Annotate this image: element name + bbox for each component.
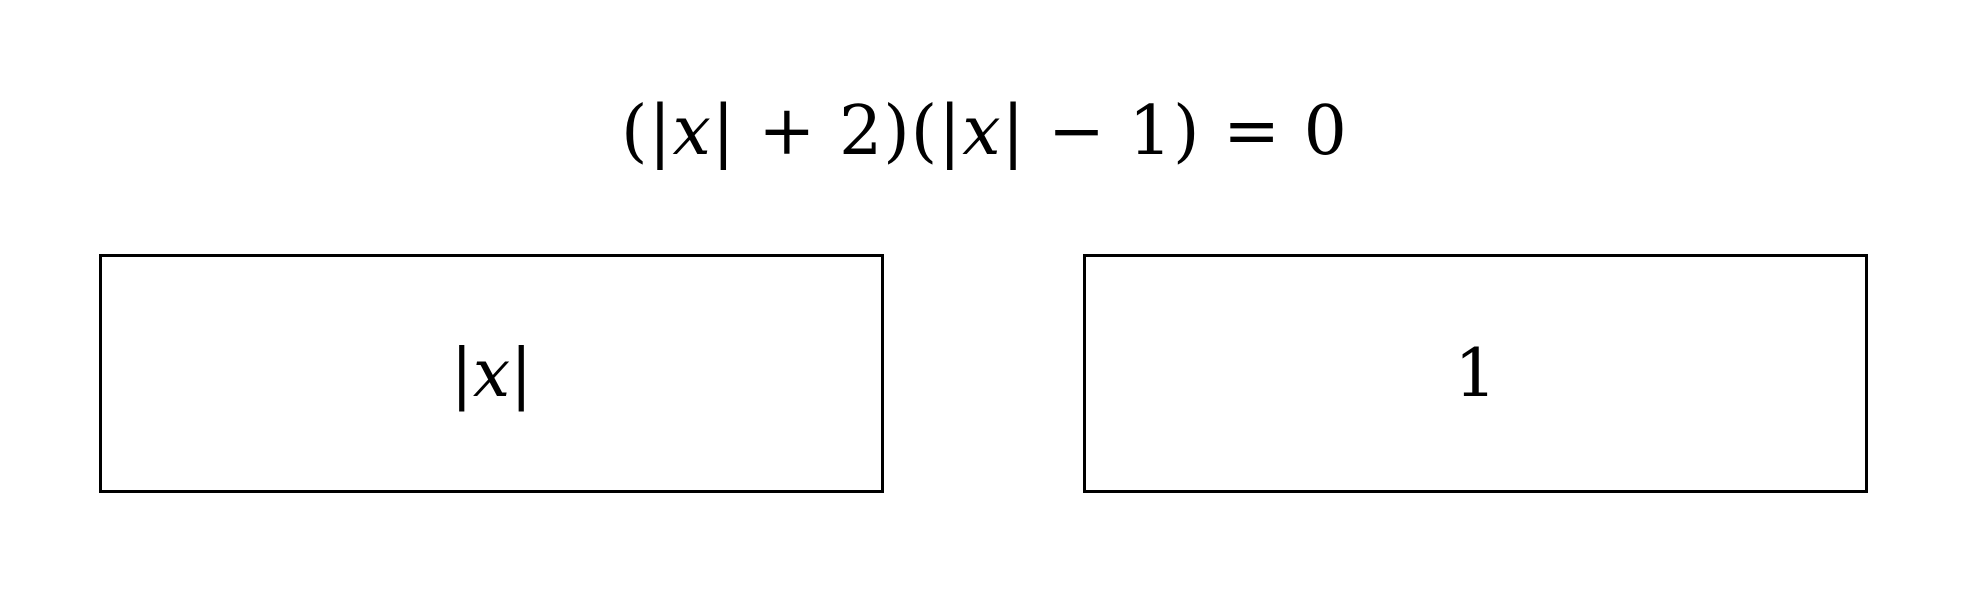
answer-box-one[interactable] [1083, 254, 1868, 493]
equation-variable-x: x [962, 92, 1002, 171]
abs-bar-left: | [450, 334, 473, 412]
equation-title [0, 92, 1969, 172]
answer-box-label: 1 [1454, 334, 1497, 412]
abs-bar-right: | [510, 334, 533, 412]
equation-variable-x: x [672, 92, 712, 171]
equation-part: | + 2)(| [711, 92, 963, 171]
answer-box-label [451, 334, 533, 414]
equation-part: (| [621, 92, 673, 171]
answer-box-abs-x[interactable] [99, 254, 884, 493]
equation-part: | − 1) = 0 [1001, 92, 1348, 171]
card-variable-x: x [472, 334, 511, 412]
